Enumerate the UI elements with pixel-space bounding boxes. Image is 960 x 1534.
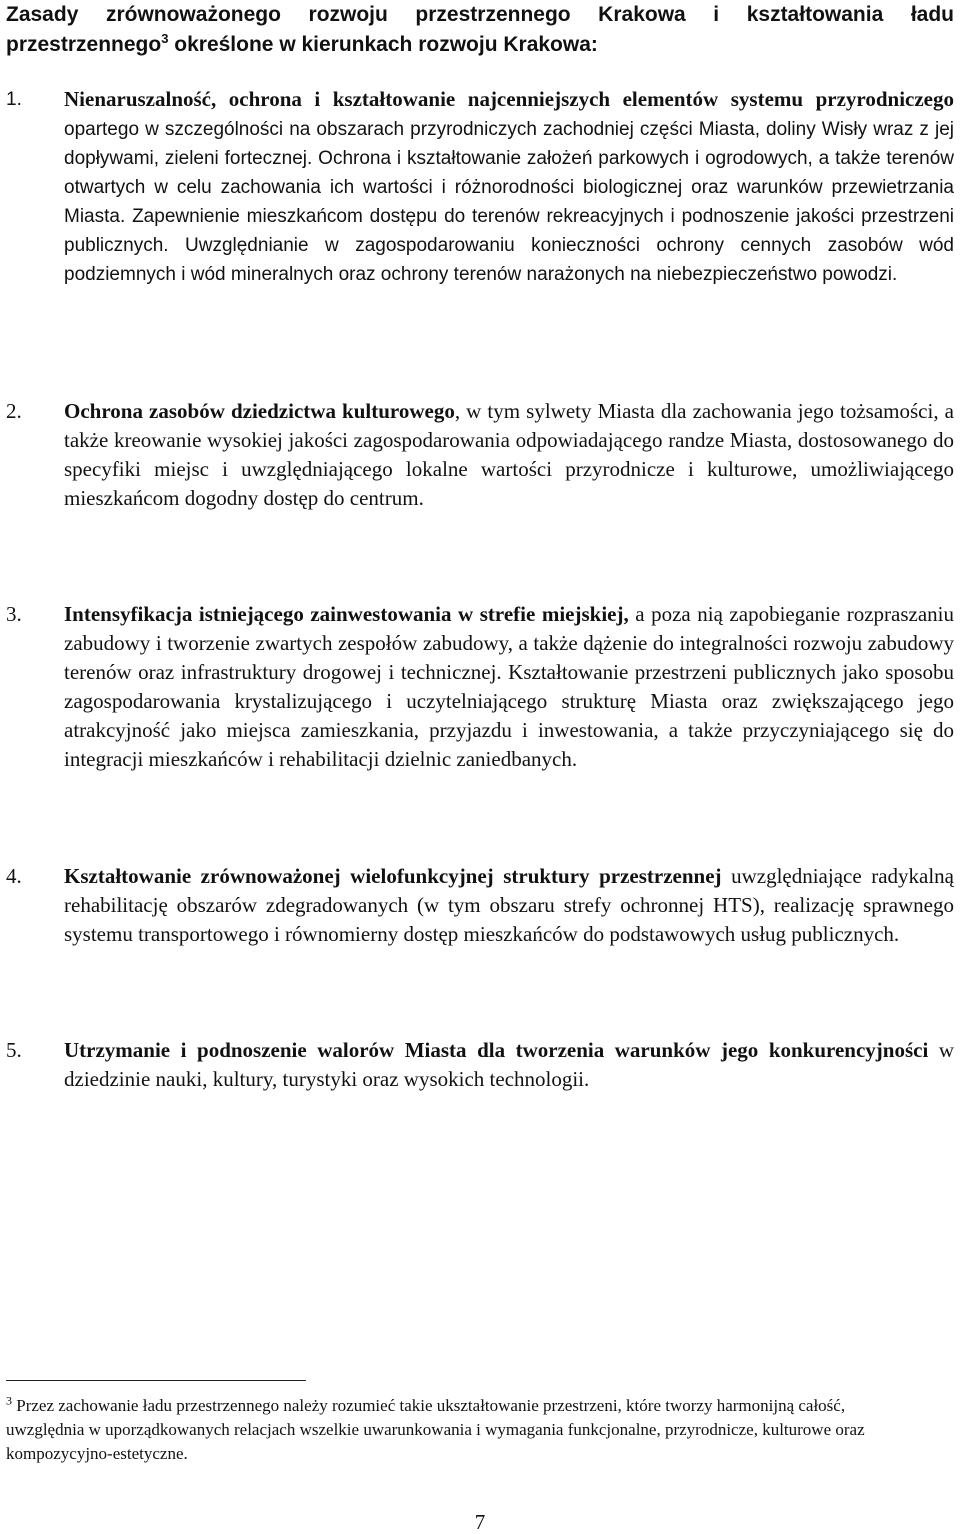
list-item — [6, 862, 954, 949]
list-item-number: 2. — [6, 399, 22, 423]
list-item-number: 5. — [6, 1038, 22, 1062]
list-item-text: a poza nią zapobieganie rozpraszaniu zabudowy i tworzenie zwartych zespołów zabudowy, a także dążenie do integralności rozwoju zabudowy terenów oraz infrastruktury drogowej i technicznej. Kształtowanie przestrzeni publicznych jako sposobu zagospodarowania krystalizującego i uczytelniającego strukturę Miasta oraz zwiększającego jego atrakcyjność jako miejsca zamieszkania, przyjazdu i inwestowania, a także przyczyniającego się do integracji mieszkańców i rehabilitacji dzielnic zaniedbanych. — [64, 602, 954, 771]
list-item-bold: Kształtowanie zrównoważonej wielofunkcyjnej struktury przestrzennej — [64, 864, 722, 888]
list-item-body — [64, 1036, 954, 1094]
list-item-number: 3. — [6, 602, 22, 626]
list-item-bold: Nienaruszalność, ochrona i kształtowanie najcenniejszych elementów systemu przyrodniczego — [64, 87, 954, 111]
list-item-body — [64, 397, 954, 513]
list-item-bold: Intensyfikacja istniejącego zainwestowania w strefie miejskiej, — [64, 602, 629, 626]
list-item — [6, 1036, 954, 1094]
footnote-text: Przez zachowanie ładu przestrzennego należy rozumieć takie ukształtowanie przestrzeni, które tworzy harmonijną całość, uwzględnia w uporządkowanych relacjach wszelkie uwarunkowania i wymagania funkcjonalne, przyrodnicze, kulturowe oraz kompozycyjno-estetyczne. — [6, 1396, 865, 1463]
list-item-text: opartego w szczególności na obszarach przyrodniczych zachodniej części Miasta, doliny Wisły wraz z jej dopływami, zieleni fortecznej. Ochrona i kształtowanie założeń parkowych i ogrodowych, a także terenów otwartych w celu zachowania ich wartości i różnorodności biologicznej oraz warunków przewietrzania Miasta. Zapewnienie mieszkańcom dostępu do terenów rekreacyjnych i podnoszenie jakości przestrzeni publicznych. Uwzględnianie w zagospodarowaniu konieczności ochrony cennych zasobów wód podziemnych i wód mineralnych oraz ochrony terenów narażonych na niebezpieczeństwo powodzi. — [64, 119, 954, 285]
heading-footnote-ref: 3 — [161, 31, 169, 46]
list-item-text: , w tym sylwety Miasta dla zachowania jego tożsamości, a także kreowanie wysokiej jakości zagospodarowania odpowiadającego randze Miasta, dostosowanego do specyfiki miejsc i uwzględniającego lokalne wartości przyrodnicze i kulturowe, umożliwiającego mieszkańcom dogodny dostęp do centrum. — [64, 399, 954, 510]
heading-text: Zasady zrównoważonego rozwoju przestrzennego Krakowa i kształtowania ładu przestrzennego — [6, 3, 954, 56]
footnote-divider — [6, 1380, 306, 1381]
page-number: 7 — [474, 1510, 486, 1534]
list-item-number: 1. — [6, 89, 22, 110]
list-item-text: uwzględniające radykalną rehabilitację obszarów zdegradowanych (w tym obszaru strefy ochronnej HTS), realizację sprawnego systemu transportowego i równomierny dostęp mieszkańców do podstawowych usług publicznych. — [64, 864, 955, 946]
heading-text-after: określone w kierunkach rozwoju Krakowa: — [168, 33, 598, 56]
list-item — [6, 397, 954, 513]
list-item-body — [64, 600, 954, 774]
document-heading — [6, 0, 954, 60]
footnote-marker: 3 — [6, 1393, 12, 1408]
list-item-body — [64, 862, 954, 949]
list-item-text: w dziedzinie nauki, kultury, turystyki oraz wysokich technologii. — [64, 1038, 955, 1091]
list-item-bold: Utrzymanie i podnoszenie walorów Miasta dla tworzenia warunków jego konkurencyjności — [64, 1038, 929, 1062]
list-item-bold: Ochrona zasobów dziedzictwa kulturowego — [64, 399, 455, 423]
list-item — [6, 85, 954, 289]
list-item — [6, 600, 954, 774]
footnote — [6, 1394, 906, 1466]
list-item-body — [64, 85, 954, 289]
list-item-number: 4. — [6, 864, 22, 888]
